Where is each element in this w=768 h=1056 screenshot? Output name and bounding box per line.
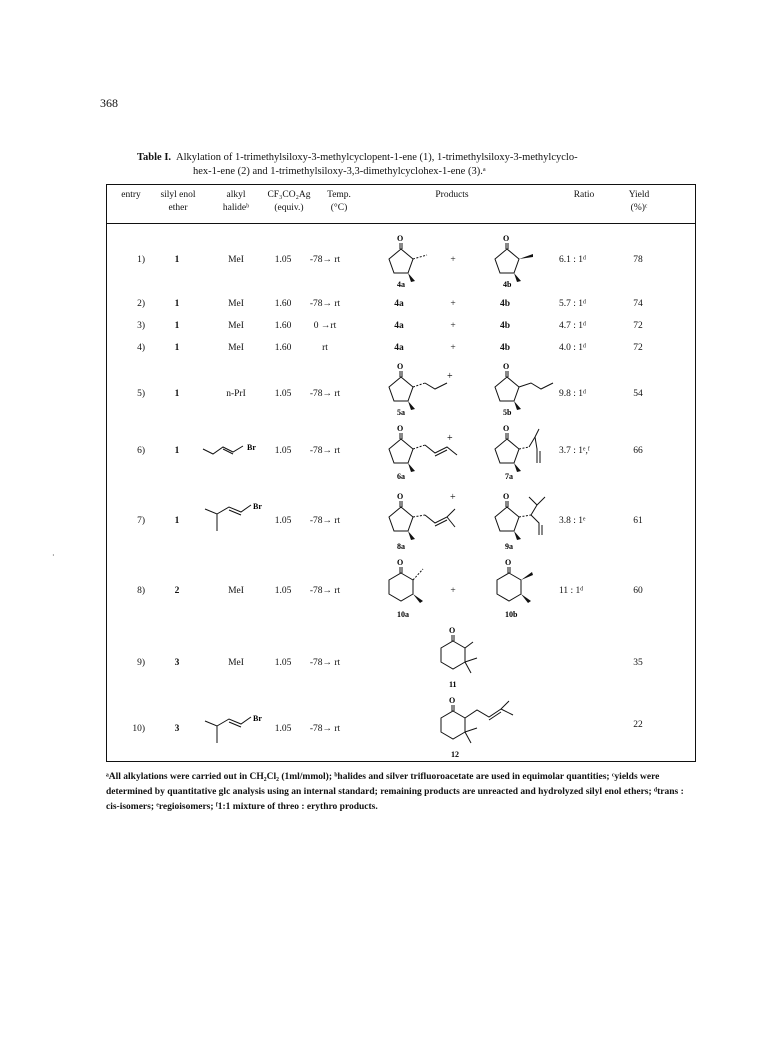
product-8a-structure (377, 491, 477, 555)
caption-label: Table I. (137, 152, 172, 163)
svg-text:+: + (447, 433, 453, 444)
svg-text:O: O (505, 558, 512, 567)
table-row: 7) 1 1.05 -78→ rt 3.8 : 1ᵉ 61 (137, 516, 643, 526)
product-7a-structure (483, 423, 563, 483)
table-row: 2) 1 MeI 1.60 -78→ rt 4a + 4b 5.7 : 1ᵈ 74 (137, 299, 643, 309)
product-11-structure (427, 625, 497, 695)
table-caption (137, 151, 697, 179)
page-number: 368 (100, 96, 118, 110)
plus-sign: + (450, 492, 456, 503)
caption-line2: hex-1-ene (2) and 1-trimethylsiloxy-3,3-dimethylcyclohex-1-ene (3).ᵃ (193, 166, 486, 177)
prenyl-bromide-structure (203, 501, 267, 535)
svg-text:4a: 4a (397, 280, 405, 289)
table-row: 1) 1 MeI 1.05 -78→ rt + 6.1 : 1ᵈ 78 (137, 255, 643, 265)
svg-text:O: O (397, 362, 404, 371)
svg-text:6a: 6a (397, 472, 405, 481)
svg-text:O: O (397, 424, 404, 433)
svg-text:7a: 7a (505, 472, 513, 481)
header-products: Products (435, 190, 469, 200)
product-10b-structure (483, 557, 553, 623)
caption-line1: Alkylation of 1-trimethylsiloxy-3-methylcyclopent-1-ene (1), 1-trimethylsiloxy-3-methylcyclo- (176, 152, 578, 163)
svg-text:5b: 5b (503, 408, 512, 417)
product-4b-structure (483, 233, 553, 289)
svg-text:O: O (397, 234, 404, 243)
svg-text:11: 11 (449, 680, 457, 689)
crotyl-bromide-structure (201, 437, 265, 457)
product-12-structure (427, 695, 567, 763)
product-10a-structure (375, 557, 445, 623)
product-9a-structure (483, 491, 563, 555)
stray-mark: · (52, 551, 55, 560)
svg-text:+: + (447, 371, 453, 382)
header-halide: alkyl halideᵇ (222, 190, 250, 213)
svg-text:O: O (503, 492, 510, 501)
results-table (106, 184, 696, 762)
header-entry: entry (121, 190, 141, 200)
svg-text:O: O (503, 362, 510, 371)
svg-text:O: O (449, 696, 456, 705)
table-row: 9) 3 MeI 1.05 -78→ rt 35 (137, 658, 643, 668)
table-footnote: ᵃAll alkylations were carried out in CH₂Cl₂ (1ml/mmol); ᵇhalides and silver trifluoroacetate are used in equimolar quantities; ᶜyields were determined by quantitative glc analysis using an internal standard; remaining products are unreacted and hydrolyzed silyl enol ethers; ᵈtrans : cis-isomers; ᵉregioisomers; ᶠ1:1 mixture of threo : erythro products. (106, 772, 684, 812)
svg-text:4b: 4b (503, 280, 512, 289)
table-row: 8) 2 MeI 1.05 -78→ rt + 11 : 1ᵈ 60 (137, 586, 643, 596)
svg-text:O: O (397, 558, 404, 567)
header-rule (107, 223, 695, 224)
svg-text:10a: 10a (397, 610, 409, 619)
svg-text:9a: 9a (505, 542, 513, 551)
svg-text:O: O (449, 626, 456, 635)
table-row: 4) 1 MeI 1.60 rt 4a + 4b 4.0 : 1ᵈ 72 (137, 343, 643, 353)
svg-text:O: O (397, 492, 404, 501)
header-ratio: Ratio (573, 190, 595, 200)
header-temp: Temp. (°C) (327, 190, 351, 213)
product-6a-structure (377, 423, 473, 483)
table-row: 5) 1 n-PrI 1.05 -78→ rt 9.8 : 1ᵈ 54 (137, 389, 643, 399)
header-yield: Yield (%)ᶜ (628, 190, 650, 213)
svg-text:Br: Br (253, 714, 262, 723)
svg-text:O: O (503, 424, 510, 433)
svg-text:5a: 5a (397, 408, 405, 417)
product-5b-structure (483, 361, 573, 417)
product-5a-structure (377, 361, 473, 417)
svg-text:8a: 8a (397, 542, 405, 551)
svg-text:Br: Br (253, 502, 262, 511)
svg-text:10b: 10b (505, 610, 518, 619)
header-equiv: CF₃CO₂Ag (equiv.) (267, 190, 311, 213)
table-row: 3) 1 MeI 1.60 0 →rt 4a + 4b 4.7 : 1ᵈ 72 (137, 321, 643, 331)
svg-text:12: 12 (451, 750, 459, 759)
svg-text:O: O (503, 234, 510, 243)
prenyl-bromide-structure (203, 713, 267, 747)
svg-text:Br: Br (247, 443, 256, 452)
table-row: 10) 3 1.05 -78→ rt 22 (132, 720, 643, 734)
table-row: 6) 1 1.05 -78→ rt 3.7 : 1ᵉ,ᶠ 66 (137, 446, 643, 456)
header-ether: silyl enol ether (160, 190, 196, 213)
product-4a-structure (377, 233, 447, 289)
